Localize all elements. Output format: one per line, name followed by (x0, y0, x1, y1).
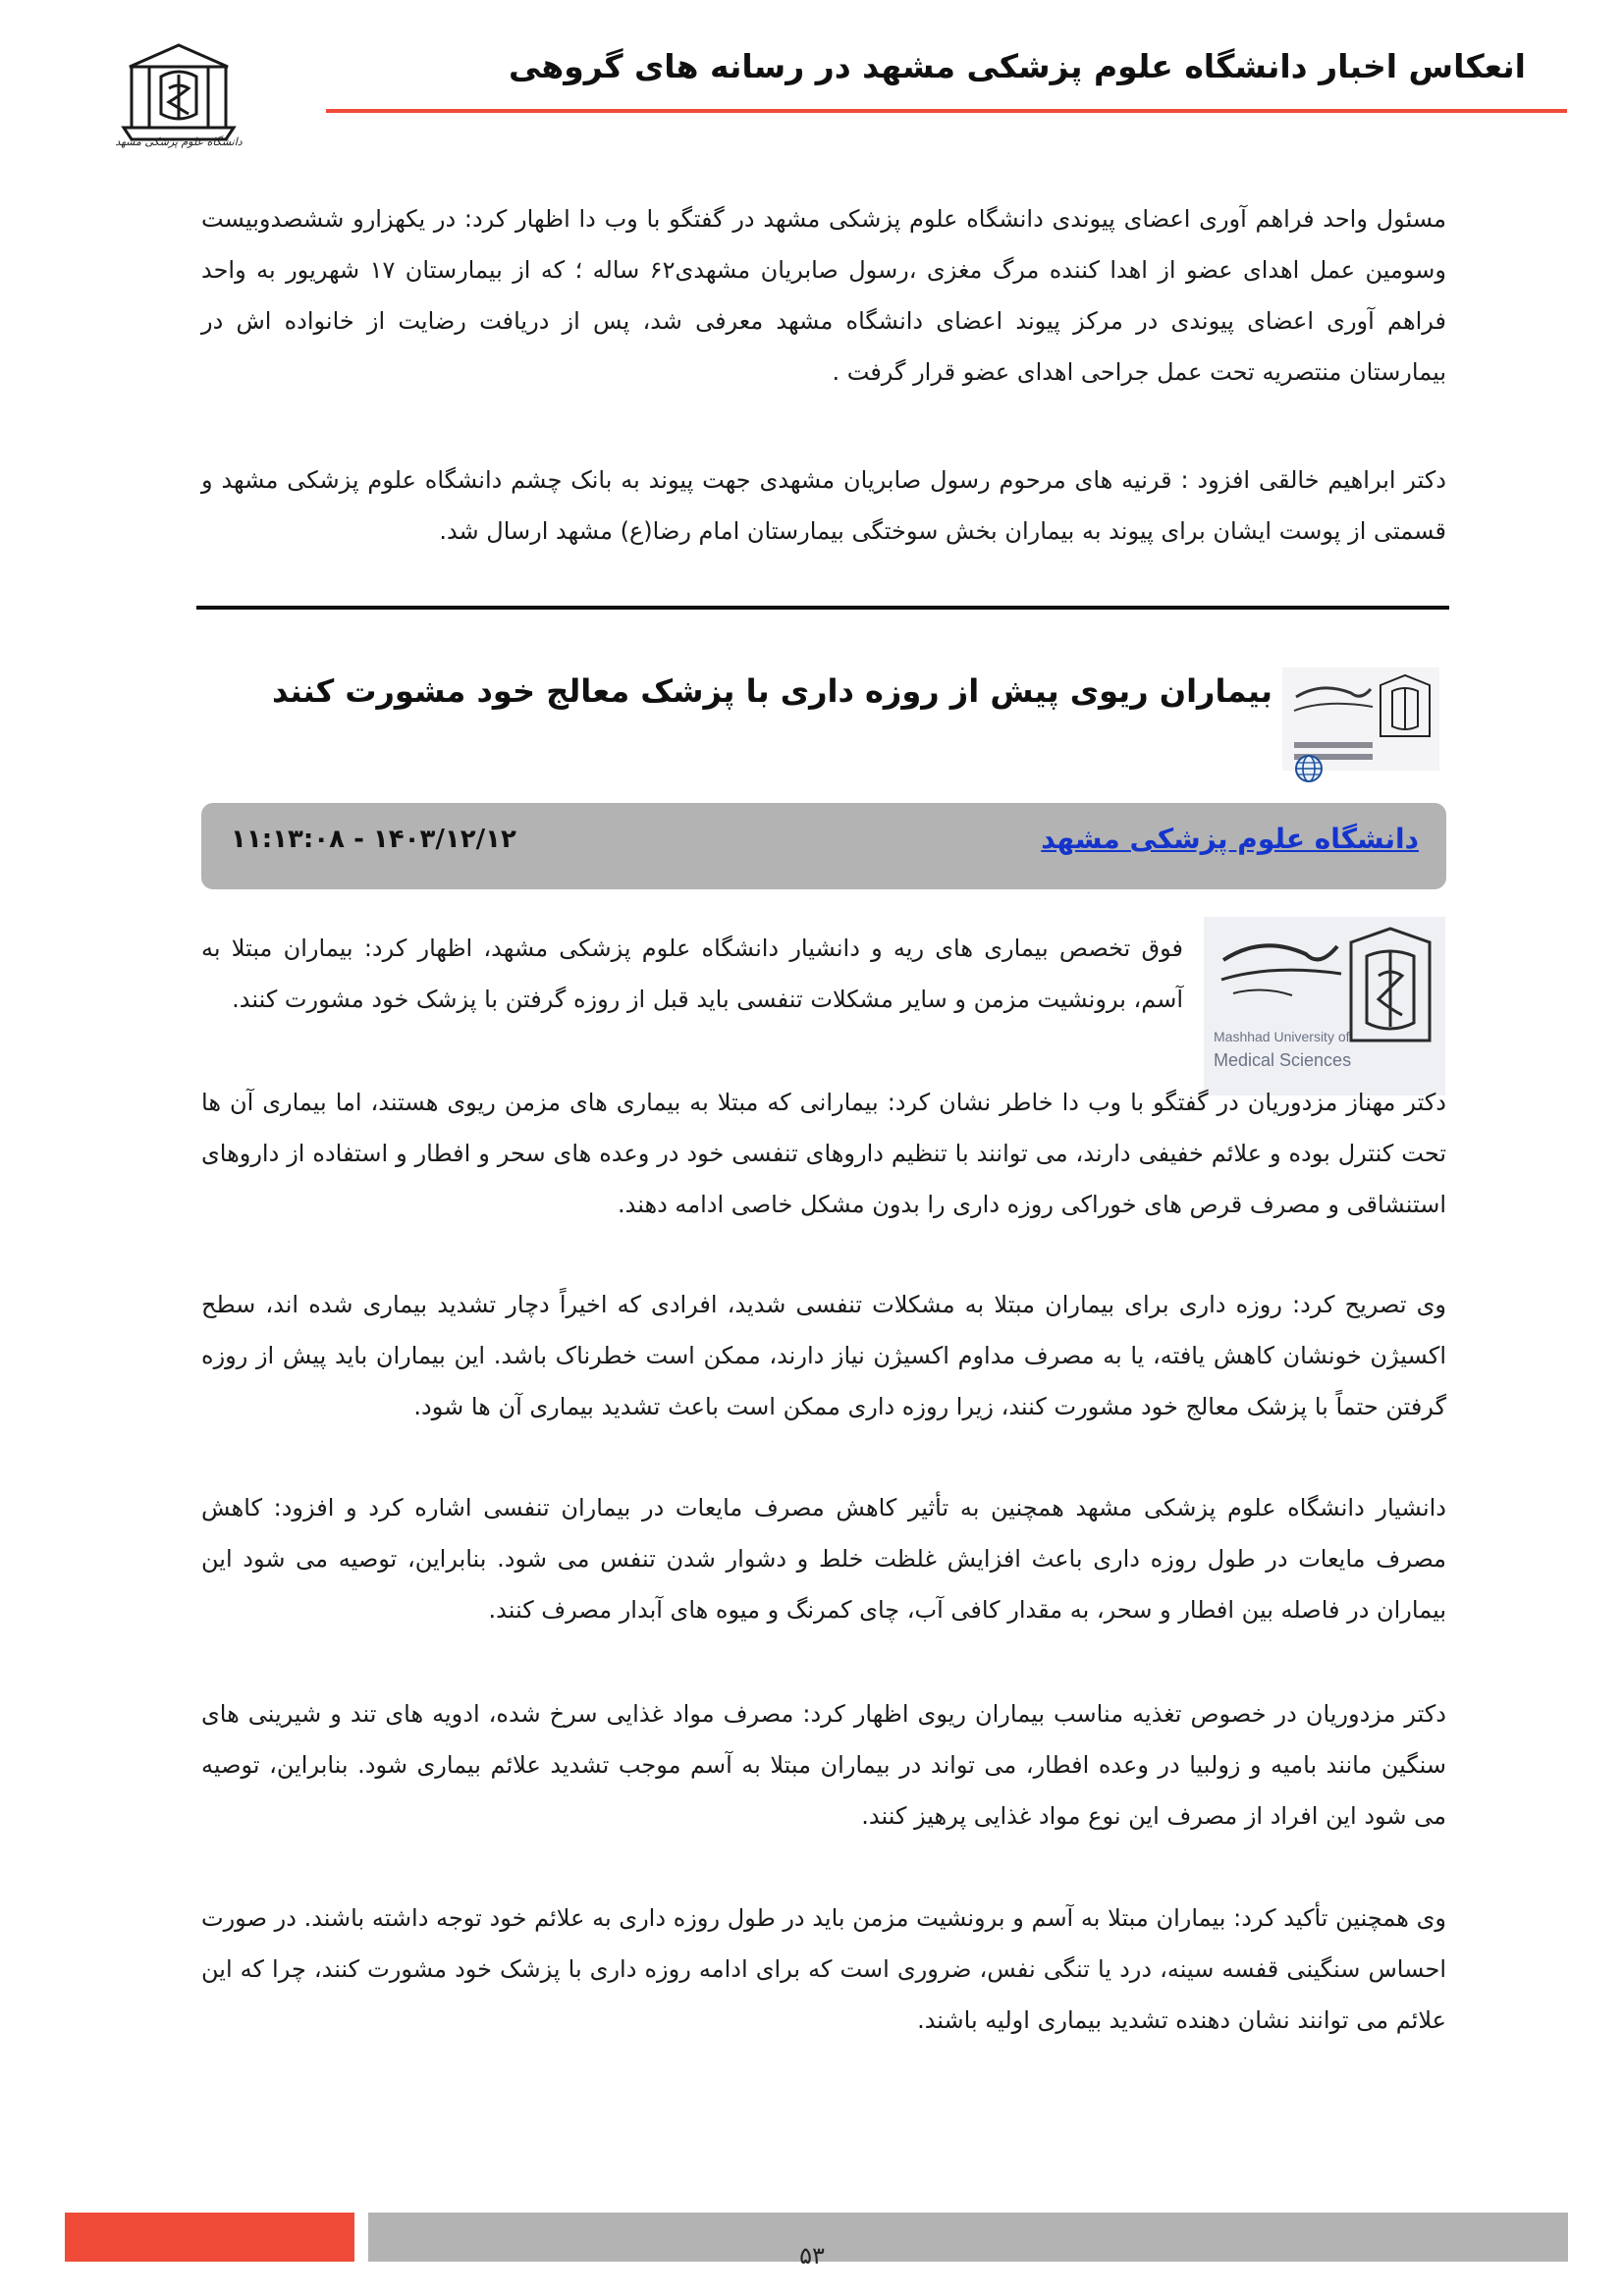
logo-text-line-1: Mashhad University of (1214, 1029, 1350, 1044)
intro-paragraph: دکتر ابراهیم خالقی افزود : قرنیه های مرحوم رسول صابریان مشهدی جهت پیوند به بانک چشم دانشگاه علوم پزشکی مشهد و قسمتی از پوست ایشان برای پیوند به بیماران بخش سوختگی بیمارستان امام رضا(ع) مشهد ارسال شد. (201, 466, 1446, 545)
article-paragraph: دکتر مزدوریان در خصوص تغذیه مناسب بیماران ریوی اظهار کرد: مصرف مواد غذایی سرخ شده، ادویه های تند و شیرینی های سنگین مانند بامیه و زولبیا در وعده افطار، می تواند در بیماران مبتلا به آسم موجب تشدید علائم بیماری شود. بنابراین، توصیه می شود این افراد از مصرف این نوع مواد غذایی پرهیز کنند. (201, 1700, 1446, 1830)
article-title: بیماران ریوی پیش از روزه داری با پزشک معالج خود مشورت کنند (271, 672, 1272, 710)
article-paragraph: دانشیار دانشگاه علوم پزشکی مشهد همچنین به تأثیر کاهش مصرف مایعات در بیماران تنفسی اشاره کرد و افزود: کاهش مصرف مایعات در طول روزه داری باعث افزایش غلظت خلط و دشوار شدن تنفس می شود. بنابراین، توصیه می شود این بیماران در فاصله بین افطار و سحر، به مقدار کافی آب، چای کمرنگ و میوه های آبدار مصرف کنند. (201, 1494, 1446, 1624)
logo-caption: دانشگاه علوم پزشکی مشهد (115, 135, 243, 148)
article-paragraph: وی تصریح کرد: روزه داری برای بیماران مبتلا به مشکلات تنفسی شدید، افرادی که اخیراً دچار تشدید بیماری شده اند، سطح اکسیژن خونشان کاهش یافته، یا به مصرف مداوم اکسیژن نیاز دارند، ممکن است خطرناک باشد. این بیماران باید پیش از روزه گرفتن حتماً با پزشک معالج خود مشورت کنند، زیرا روزه داری ممکن است باعث تشدید بیماری آن ها شود. (201, 1291, 1446, 1420)
page-header-title: انعکاس اخبار دانشگاه علوم پزشکی مشهد در رسانه های گروهی (509, 47, 1526, 85)
article-datetime: ۱۴۰۳/۱۲/۱۲ - ۱۱:۱۳:۰۸ (231, 825, 516, 854)
university-seal-icon (110, 37, 247, 165)
logo-text-line-2: Medical Sciences (1214, 1050, 1352, 1070)
source-bar (201, 803, 1446, 889)
globe-icon[interactable] (1294, 754, 1324, 783)
header-rule (326, 109, 1567, 113)
article-paragraph: وی همچنین تأکید کرد: بیماران مبتلا به آسم و برونشیت مزمن باید در طول روزه داری به علائم خود توجه داشته باشند. در صورت احساس سنگینی قفسه سینه، درد یا تنگی نفس، ضروری است که برای ادامه روزه داری با پزشک خود مشورت کنند، چرا که این علائم می توانند نشان دهنده تشدید بیماری اولیه باشند. (201, 1904, 1446, 2034)
source-link[interactable]: دانشگاه علوم پزشکی مشهد (1041, 823, 1419, 855)
article-paragraph: دکتر مهناز مزدوریان در گفتگو با وب دا خاطر نشان کرد: بیمارانی که مبتلا به بیماری های مزمن ریوی هستند، اما بیماری آن ها تحت کنترل بوده و علائم خفیفی دارند، می توانند با تنظیم داروهای تنفسی خود در وعده های سحر و افطار و استفاده از داروهای استنشاقی و مصرف قرص های خوراکی روزه داری را بدون مشکل خاصی ادامه دهند. (201, 1089, 1446, 1218)
intro-paragraph: مسئول واحد فراهم آوری اعضای پیوندی دانشگاه علوم پزشکی مشهد در گفتگو با وب دا اظهار کرد: در یکهزارو ششصدوبیست وسومین عمل اهدای عضو از اهدا کننده مرگ مغزی ،رسول صابریان مشهدی۶۲ ساله ؛ که از بیمارستان ۱۷ شهریور به واحد فراهم آوری اعضای پیوندی در مرکز پیوند اعضای دانشگاه مشهد معرفی شد، پس از دریافت رضایت از خانواده اش در بیمارستان منتصریه تحت عمل جراحی اهدای عضو قرار گرفت . (201, 205, 1447, 386)
university-logo-icon (1204, 917, 1445, 1095)
section-divider (196, 606, 1449, 610)
page-number: ۵۳ (799, 2242, 825, 2269)
article-paragraph: فوق تخصص بیماری های ریه و دانشیار دانشگاه علوم پزشکی مشهد، اظهار کرد: بیماران مبتلا به آسم، برونشیت مزمن و سایر مشکلات تنفسی باید قبل از روزه گرفتن با پزشک خود مشورت کنند. (201, 934, 1183, 1013)
